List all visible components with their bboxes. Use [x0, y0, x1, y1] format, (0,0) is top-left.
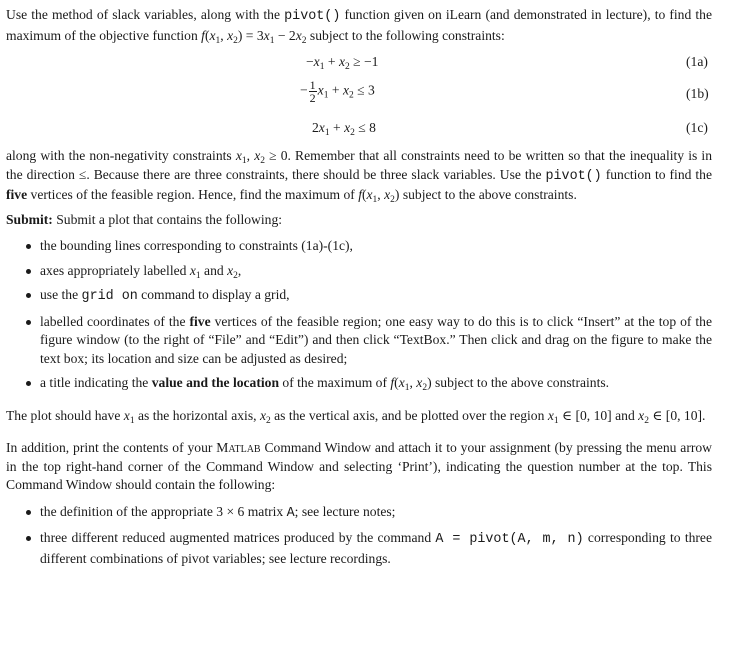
list-item: a title indicating the value and the location of the maximum of $f(x_1$, $x_2$) subject to the above constraints. — [6, 374, 712, 393]
pivot-code-2: pivot() — [545, 168, 602, 184]
matlab-list — [6, 503, 712, 569]
plot-note-paragraph: The plot should have $x_1$ as the horizontal axis, $x_2$ as the vertical axis, and be plotted over the region $x_1$ ∈ [0, 10] and $x_2$ ∈ [0, 10]. — [6, 407, 706, 426]
list-item: three different reduced augmented matrices produced by the command A = pivot(A, m, n) corresponding to three different combinations of pivot variables; see lecture recordings. — [6, 529, 712, 568]
constraint-1a: $-x_1 + x_2 \ge -1$ — [306, 54, 379, 72]
five-bold: five — [6, 187, 28, 202]
list-item: the bounding lines corresponding to constraints (1a)-(1c), — [6, 237, 712, 256]
constraint-1a-label: (1a) — [686, 54, 708, 69]
submit-list — [6, 237, 712, 393]
constraint-1b-label: (1b) — [686, 86, 709, 101]
list-item: axes appropriately labelled $x_1$ and $x_2$, — [6, 262, 712, 281]
constraint-equations — [6, 53, 712, 141]
list-item: use the grid on command to display a grid, — [6, 286, 712, 307]
submit-line — [6, 211, 712, 230]
after-constraints-paragraph: along with the non-negativity constraints $x_1$, $x_2 \ge 0$. Remember that all constraints need to be written so that the inequality is in the direction ≤. Because there are three constraints, there should be three slack variables. Use the pivot() function to find the five vertices of the feasible region. Hence, find the maximum of $f(x_1$, $x_2$) subject to the above constraints. — [6, 148, 712, 205]
grid-on-code: grid on — [81, 289, 138, 304]
constraint-1c-label: (1c) — [686, 120, 708, 135]
intro-text-2: function given on iLearn (and demonstrated in lecture), to find the maximum of the objective function — [6, 7, 712, 43]
constraint-1b: − $\frac{1}{2}$ $x_1 + x_2 \le 3$ — [300, 78, 375, 105]
after-text-2: function to find the — [601, 166, 712, 182]
submit-text: Submit a plot that contains the following: — [52, 211, 283, 227]
list-item: the definition of the appropriate 3 × 6 matrix A; see lecture notes; — [6, 503, 712, 524]
document-page — [6, 6, 712, 568]
intro-text-1: Use the method of slack variables, along with the — [6, 7, 285, 22]
matlab-word: Matlab — [216, 440, 261, 455]
intro-paragraph: Use the method of slack variables, along with the pivot() function given on iLearn (and demonstrated in lecture), to find the maximum of the objective function $f(x_1$, $x_2) = 3x_1 - 2x_2$ subject to the following constraints: — [6, 7, 712, 46]
matlab-paragraph: In addition, print the contents of your Matlab Command Window and attach it to your assignment (by pressing the menu arrow in the top right-hand corner of the Command Window and selecting ‘Print’), indicating the question number at the top. This Command Window should contain the following: — [6, 440, 712, 492]
list-item: labelled coordinates of the five vertices of the feasible region; one easy way to do this is to click “Insert” at the top of the figure window (to the right of “File” and “Edit”) and then click “TextBox.” Then click and drag on the figure to make the text box; its location and size can be adjusted as desired; — [6, 313, 712, 369]
constraint-1c: $2x_1 + x_2 \le 8$ — [312, 120, 376, 138]
objective-function: f — [201, 27, 205, 43]
intro-text-3: subject to the following constraints: — [306, 27, 505, 43]
pivot-code: pivot() — [284, 9, 341, 24]
submit-label: Submit: — [6, 211, 53, 227]
